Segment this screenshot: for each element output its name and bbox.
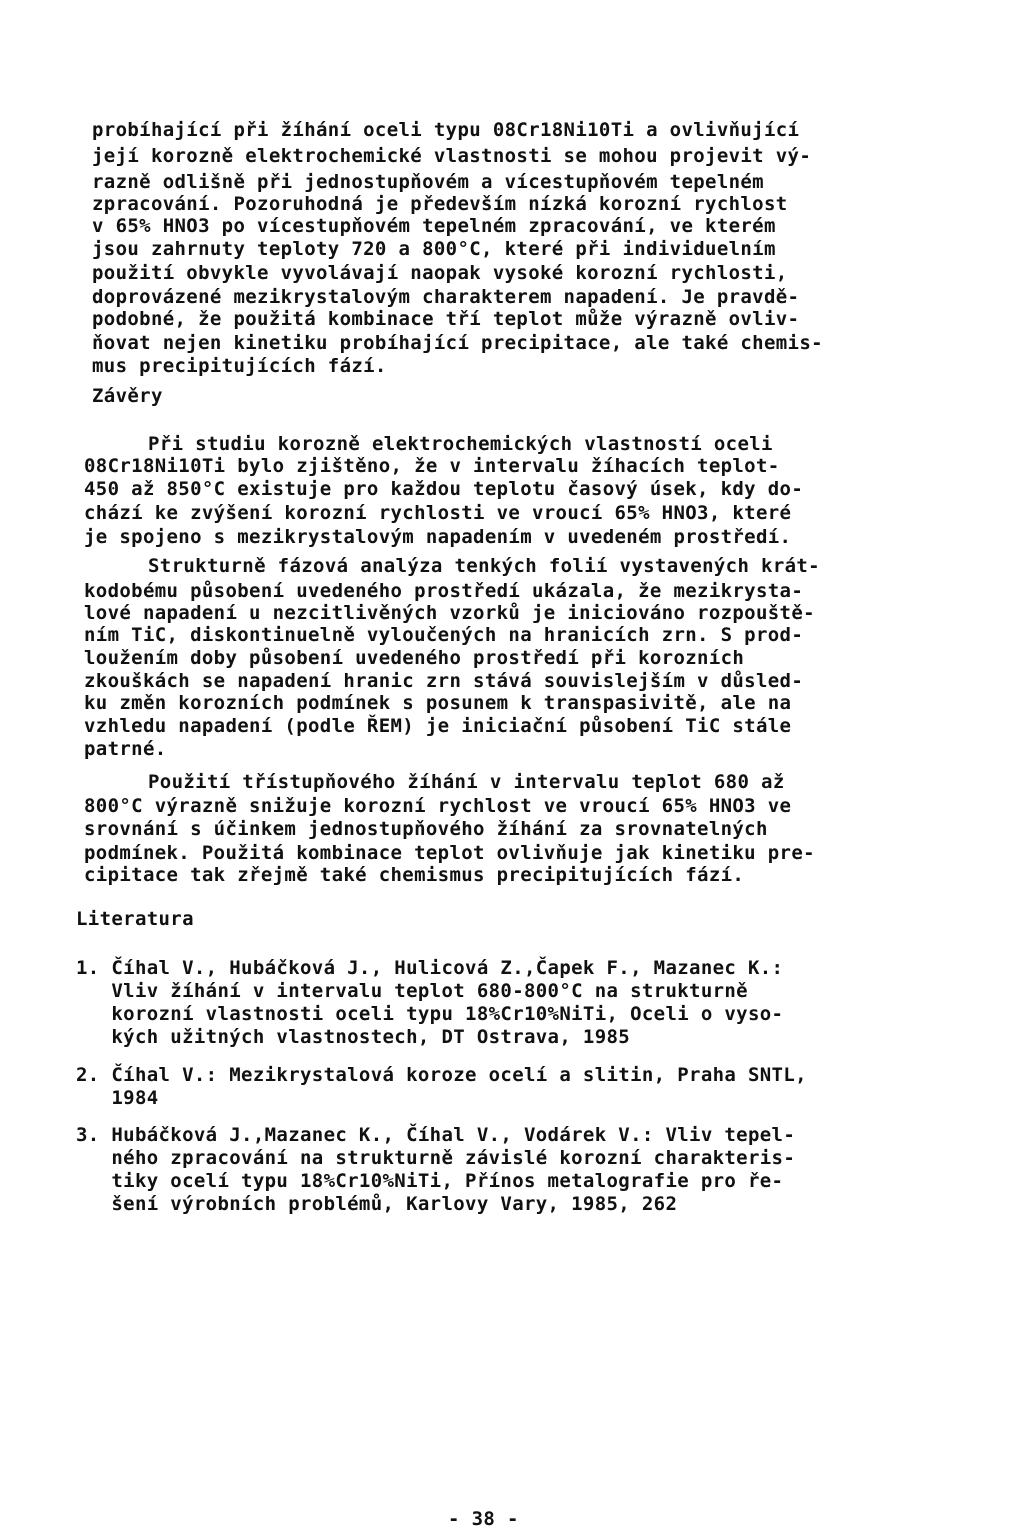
- body-line: podobné, že použitá kombinace tří teplot může výrazně ovliv-: [92, 308, 800, 330]
- body-line: ňovat nejen kinetiku probíhající precipitace, ale také chemis-: [92, 332, 823, 354]
- conclusions-line: lové napadení u nezcitlivěných vzorků je iniciováno rozpouště-: [84, 602, 815, 624]
- body-line: použití obvykle vyvolávají naopak vysoké korozní rychlosti,: [92, 262, 788, 284]
- conclusions-line: patrné.: [84, 738, 167, 760]
- conclusions-line: zkouškách se napadení hranic zrn stává souvislejším v důsled-: [84, 670, 804, 692]
- reference-line: 2. Číhal V.: Mezikrystalová koroze ocelí a slitin, Praha SNTL,: [76, 1064, 807, 1086]
- conclusions-line: 450 až 850°C existuje pro každou teplotu časový úsek, kdy do-: [84, 478, 804, 500]
- conclusions-line: ním TiC, diskontinuelně vyloučených na hranicích zrn. S prod-: [84, 624, 804, 646]
- body-line: zpracování. Pozoruhodná je především nízká korozní rychlost: [92, 193, 788, 215]
- reference-line: tiky ocelí typu 18%Cr10%NiTi, Přínos metalografie pro ře-: [76, 1170, 784, 1192]
- body-line: probíhající při žíhání oceli typu 08Cr18Ni10Ti a ovlivňující: [92, 119, 800, 141]
- conclusions-heading: Závěry: [92, 385, 163, 407]
- literature-heading: Literatura: [76, 908, 194, 930]
- reference-line: šení výrobních problémů, Karlovy Vary, 1985, 262: [76, 1193, 678, 1215]
- reference-line: ného zpracování na strukturně závislé korozní charakteris-: [76, 1147, 796, 1169]
- reference-line: 1. Číhal V., Hubáčková J., Hulicová Z.,Čapek F., Mazanec K.:: [76, 957, 784, 979]
- reference-line: 1984: [76, 1087, 159, 1109]
- body-line: jsou zahrnuty teploty 720 a 800°C, které při individuelním: [92, 238, 776, 260]
- conclusions-line: srovnání s účinkem jednostupňového žíhání za srovnatelných: [84, 818, 768, 840]
- reference-line: Vliv žíhání v intervalu teplot 680-800°C na strukturně: [76, 980, 748, 1002]
- conclusions-line: ku změn korozních podmínek s posunem k transpasivitě, ale na: [84, 692, 792, 714]
- body-line: mus precipitujících fází.: [92, 355, 387, 377]
- conclusions-line: Použití třístupňového žíhání v intervalu teplot 680 až: [148, 771, 785, 793]
- conclusions-line: kodobému působení uvedeného prostředí ukázala, že mezikrysta-: [84, 580, 804, 602]
- conclusions-line: podmínek. Použitá kombinace teplot ovlivňuje jak kinetiku pre-: [84, 842, 815, 864]
- conclusions-line: chází ke zvýšení korozní rychlosti ve vroucí 65% HNO3, které: [84, 502, 792, 524]
- conclusions-line: loužením doby působení uvedeného prostředí při korozních: [84, 647, 745, 669]
- conclusions-line: cipitace tak zřejmě také chemismus precipitujících fází.: [84, 864, 745, 886]
- conclusions-line: Strukturně fázová analýza tenkých folií vystavených krát-: [148, 555, 820, 577]
- conclusions-line: 08Cr18Ni10Ti bylo zjištěno, že v intervalu žíhacích teplot-: [84, 455, 780, 477]
- body-line: doprovázené mezikrystalovým charakterem napadení. Je pravdě-: [92, 286, 800, 308]
- conclusions-line: Při studiu korozně elektrochemických vlastností oceli: [148, 433, 773, 455]
- body-line: v 65% HNO3 po vícestupňovém tepelném zpracování, ve kterém: [92, 215, 776, 237]
- conclusions-line: 800°C výrazně snižuje korozní rychlost ve vroucí 65% HNO3 ve: [84, 795, 792, 817]
- reference-line: kých užitných vlastnostech, DT Ostrava, 1985: [76, 1026, 631, 1048]
- page-number: - 38 -: [448, 1508, 519, 1530]
- reference-line: 3. Hubáčková J.,Mazanec K., Číhal V., Vodárek V.: Vliv tepel-: [76, 1124, 796, 1146]
- body-line: její korozně elektrochemické vlastnosti se mohou projevit vý-: [92, 145, 812, 167]
- body-line: razně odlišně při jednostupňovém a vícestupňovém tepelném: [92, 171, 764, 193]
- conclusions-line: vzhledu napadení (podle ŘEM) je iniciační působení TiC stále: [84, 715, 792, 737]
- conclusions-line: je spojeno s mezikrystalovým napadením v uvedeném prostředí.: [84, 526, 792, 548]
- reference-line: korozní vlastnosti oceli typu 18%Cr10%NiTi, Oceli o vyso-: [76, 1003, 784, 1025]
